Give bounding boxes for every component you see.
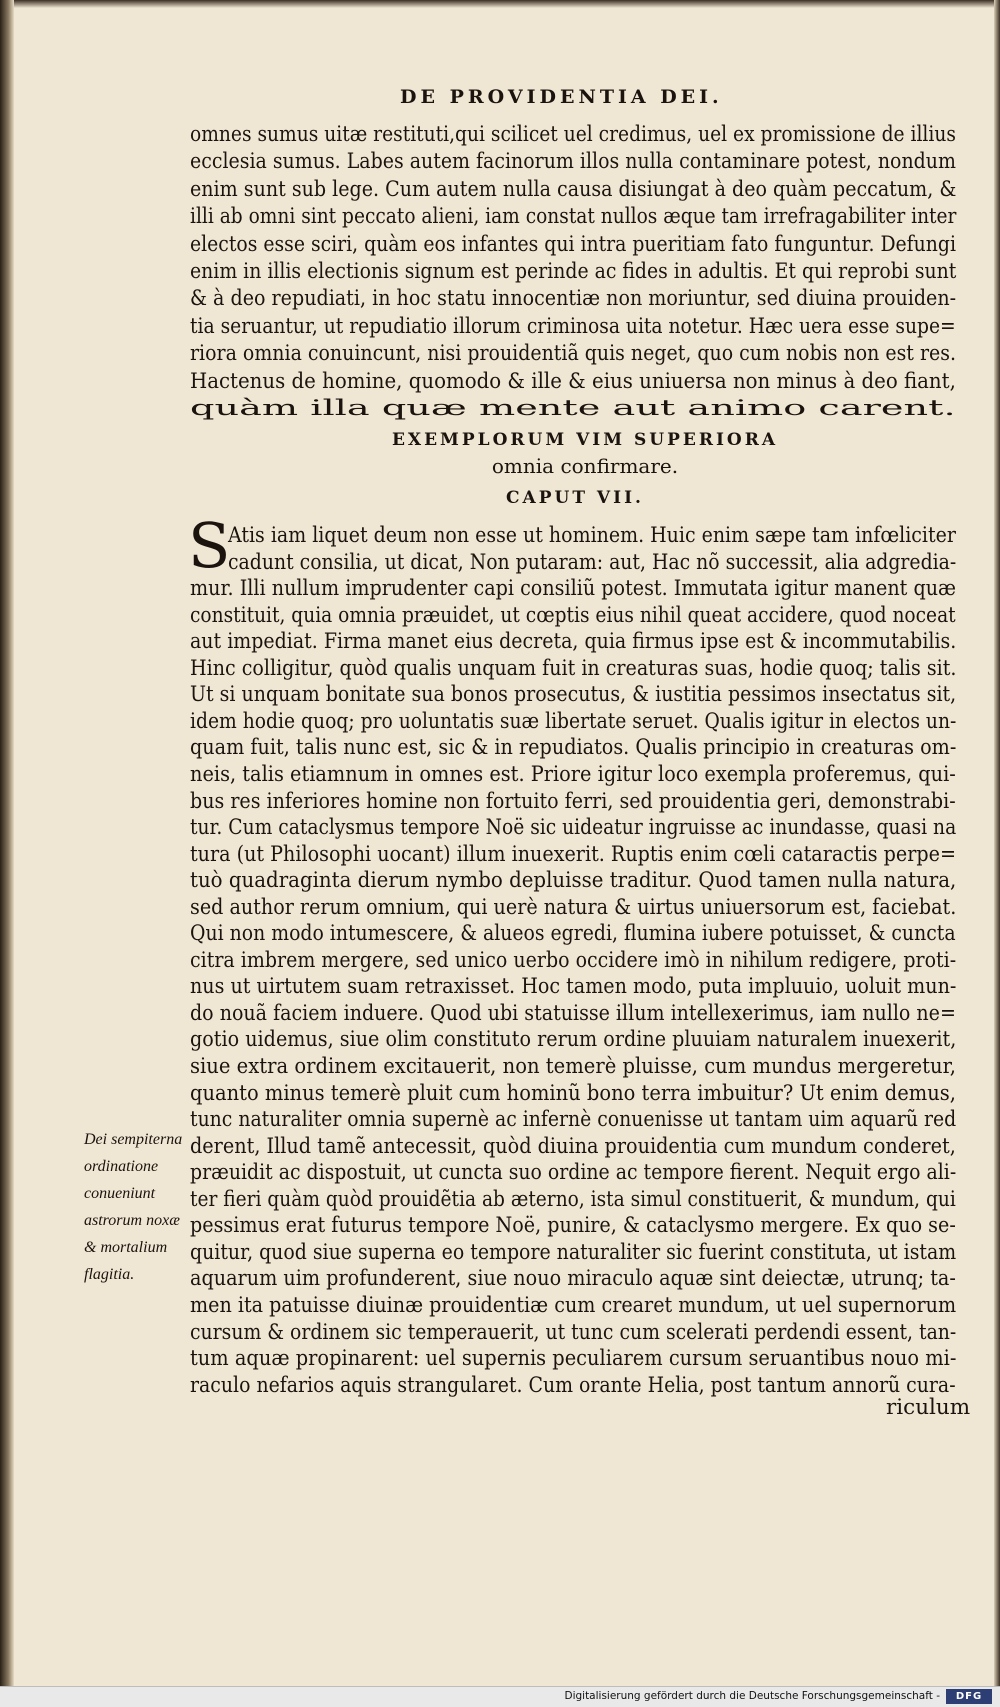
text-line: tuò quadraginta dierum nymbo depluisse traditur. Quod tamen nulla natura, bbox=[190, 868, 957, 894]
marginal-note-line: flagitia. bbox=[84, 1266, 135, 1283]
text-line: electos esse sciri, quàm eos infantes qui intra pueritiam fato funguntur. Defungi bbox=[190, 231, 956, 257]
running-head: DE PROVIDENTIA DEI. bbox=[400, 86, 723, 108]
text-line: sed author rerum omnium, qui uerè natura & uirtus uniuersorum est, faciebat. bbox=[190, 894, 957, 920]
text-line: ter fieri quàm quòd prouidẽtia ab æterno, ista simul constituerit, & mundum, qui bbox=[190, 1186, 956, 1212]
catchword: riculum bbox=[886, 1395, 971, 1420]
text-line: præuidit ac dispostuit, ut cuncta suo ordine ac tempore fierent. Nequit ergo ali- bbox=[190, 1160, 957, 1186]
text-line: aut impediat. Firma manet eius decreta, quia firmus ipse est & incommutabilis. bbox=[190, 629, 957, 655]
page-top-edge bbox=[0, 0, 1000, 8]
text-line: enim in illis electionis signum est perinde ac fides in adultis. Et qui reprobi sunt bbox=[190, 259, 957, 284]
marginal-note-line: ordinatione bbox=[84, 1158, 159, 1175]
marginal-note-line: & mortalium bbox=[84, 1239, 168, 1256]
text-line: siue extra ordinem excitauerit, non temerè pluisse, cum mundus mergeretur, bbox=[190, 1054, 956, 1079]
text-line: neis, talis etiamnum in omnes est. Priore igitur loco exempla proferemus, qui- bbox=[190, 761, 956, 787]
text-line: men ita patuisse diuinæ prouidentiæ cum crearet mundum, ut uel supernorum bbox=[190, 1292, 957, 1318]
text-line: tunc naturaliter omnia supernè ac infernè conuenisse ut tantam uim aquarũ red bbox=[190, 1107, 957, 1133]
text-line: enim sunt sub lege. Cum autem nulla causa disiungat à deo quàm peccatum, & bbox=[190, 176, 957, 202]
text-line: nus ut uirtutem suam retraxisset. Hoc tamen modo, puta impluuio, uoluit mun- bbox=[190, 974, 957, 1000]
text-line: tum aquæ propinarent: uel supernis peculiarem cursum seruantibus nouo mi- bbox=[190, 1346, 957, 1372]
chapter-number: CAPUT VII. bbox=[506, 488, 644, 508]
page-right-edge bbox=[994, 0, 1000, 1690]
text-line: Hactenus de homine, quomodo & ille & eius uniuersa non minus à deo fiant, bbox=[190, 368, 956, 394]
text-line: aquarum uim profunderent, siue nouo miraculo aquæ sint deiectæ, utrunq; ta- bbox=[190, 1266, 956, 1292]
text-line: illi ab omni sint peccato alieni, iam constat nullos æque tam irrefragabiliter inter bbox=[190, 204, 957, 230]
marginal-note-line: conueniunt bbox=[84, 1185, 156, 1202]
digitization-credit: Digitalisierung gefördert durch die Deutsche Forschungsgemeinschaft - bbox=[564, 1690, 940, 1702]
text-line: quam fuit, talis nunc est, sic & in repudiatos. Qualis principio in creaturas om- bbox=[190, 735, 957, 761]
text-line: quàm illa quæ mente aut animo carent. bbox=[190, 396, 956, 421]
text-line: citra imbrem mergere, sed unico uerbo occidere imò in nihilum redigere, proti- bbox=[190, 947, 957, 973]
text-line: quanto minus temerè pluit cum hominũ bono terra imbuitur? Ut enim demus, bbox=[190, 1080, 956, 1106]
text-line: Atis iam liquet deum non esse ut hominem. Huic enim sæpe tam infœliciter bbox=[228, 523, 956, 548]
page-binding-edge bbox=[0, 0, 14, 1690]
text-line: pessimus erat futurus tempore Noë, punire, & cataclysmo mergere. Ex quo se- bbox=[190, 1213, 956, 1239]
chapter-subtitle: omnia confirmare. bbox=[491, 454, 679, 478]
text-line: Ut si unquam bonitate sua bonos prosecutus, & iustitia pessimos insectatus sit, bbox=[190, 682, 957, 708]
text-line: quitur, quod siue superna eo tempore naturaliter sic fuerint constituta, ut istam bbox=[190, 1239, 957, 1265]
text-line: tura (ut Philosophi uocant) illum inuexerit. Ruptis enim cœli cataractis perpe= bbox=[190, 841, 956, 867]
text-line: cadunt consilia, ut dicat, Non putaram: aut, Hac nõ successit, alia adgredia- bbox=[228, 549, 957, 575]
drop-capital: S bbox=[188, 509, 231, 582]
marginal-note-line: Dei sempiterna bbox=[84, 1131, 183, 1148]
text-line: & à deo repudiati, in hoc statu innocentiæ non moriuntur, sed diuina prouiden- bbox=[190, 286, 957, 312]
text-line: ecclesia sumus. Labes autem facinorum illos nulla contaminare potest, nondum bbox=[190, 149, 956, 175]
text-line: derent, Illud tamẽ antecessit, quòd diuina prouidentia cum mundum conderet, bbox=[190, 1133, 956, 1159]
text-line: riora omnia conuincunt, nisi prouidentiã quis neget, quo cum nobis non est res. bbox=[190, 341, 956, 367]
footer-band bbox=[0, 1686, 1000, 1707]
text-line: constituit, quia omnia præuidet, ut cœptis eius nihil queat accidere, quod noceat bbox=[190, 602, 956, 628]
marginal-note bbox=[84, 1126, 194, 1288]
text-line: tia seruantur, ut repudiatio illorum criminosa uita notetur. Hæc uera esse supe= bbox=[190, 313, 956, 339]
chapter-title: EXEMPLORUM VIM SUPERIORA bbox=[391, 430, 779, 450]
marginal-note-line: astrorum noxæ bbox=[84, 1212, 180, 1229]
text-line: Hinc colligitur, quòd qualis unquam fuit in creaturas suas, hodie quoq; talis sit. bbox=[190, 655, 957, 681]
text-line: do nouã faciem induere. Quod ubi statuisse illum intellexerimus, iam nullo ne= bbox=[190, 1000, 956, 1026]
dfg-logo: DFG bbox=[946, 1689, 992, 1704]
text-line: bus res inferiores homine non fortuito ferri, sed prouidentia geri, demonstrabi- bbox=[190, 788, 956, 814]
text-line: gotio uidemus, siue olim constituto rerum ordine pluuiam naturalem inuexerit, bbox=[190, 1027, 957, 1053]
text-line: mur. Illi nullum imprudenter capi consiliũ potest. Immutata igitur manent quæ bbox=[190, 576, 957, 602]
text-line: Qui non modo intumescere, & alueos egredi, flumina iubere potuisset, & cuncta bbox=[190, 921, 956, 947]
text-line: raculo nefarios aquis strangularet. Cum orante Helia, post tantum annorũ cura- bbox=[190, 1372, 956, 1398]
text-line: omnes sumus uitæ restituti,qui scilicet uel credimus, uel ex promissione de illius bbox=[190, 122, 956, 147]
text-line: cursum & ordinem sic temperauerit, ut tunc cum scelerati perdendi essent, tan- bbox=[190, 1319, 957, 1345]
text-line: tur. Cum cataclysmus tempore Noë sic uideatur ingruisse ac inundasse, quasi na bbox=[190, 815, 957, 841]
text-line: idem hodie quoq; pro uoluntatis suæ libertate seruet. Qualis igitur in electos un- bbox=[190, 708, 957, 734]
